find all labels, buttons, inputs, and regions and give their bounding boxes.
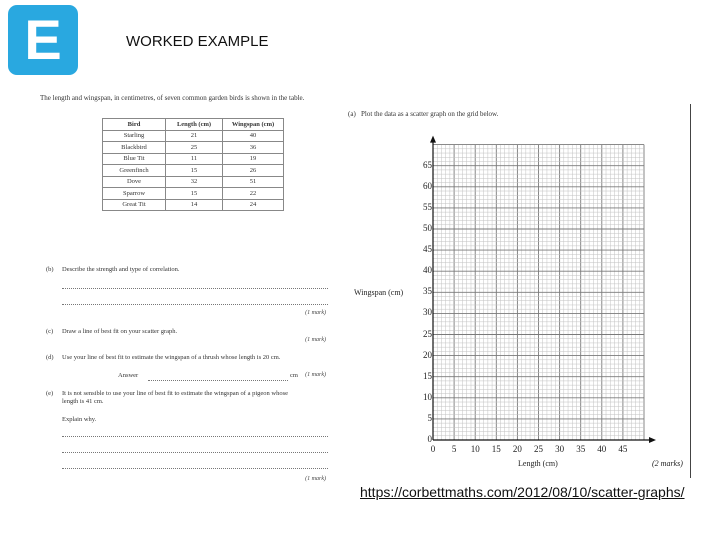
y-tick-label: 55 <box>423 201 432 212</box>
question-d-answer-label: Answer <box>118 372 139 379</box>
cell-length: 15 <box>166 165 223 177</box>
cell-bird: Blue Tit <box>103 153 166 165</box>
question-b-mark: (1 mark) <box>305 310 326 316</box>
y-tick-label: 45 <box>423 244 432 255</box>
x-tick-label: 5 <box>451 444 457 454</box>
cell-length: 21 <box>166 130 223 142</box>
question-d-mark: (1 mark) <box>305 372 326 378</box>
cell-wingspan: 24 <box>223 199 284 211</box>
x-tick-label: 30 <box>555 444 565 454</box>
y-tick-label: 10 <box>423 391 432 402</box>
col-header-wingspan: Wingspan (cm) <box>223 119 284 131</box>
question-e-mark: (1 mark) <box>305 476 326 482</box>
logo-e-badge: E <box>8 5 78 75</box>
y-tick-label: 40 <box>423 265 432 276</box>
cell-length: 25 <box>166 142 223 154</box>
cell-bird: Great Tit <box>103 199 166 211</box>
x-tick-label: 45 <box>618 444 628 454</box>
y-tick-label: 50 <box>423 223 432 233</box>
y-tick-label: 5 <box>427 412 432 423</box>
question-b-text: Describe the strength and type of correlation. <box>62 266 180 273</box>
y-tick-label: 25 <box>423 328 432 339</box>
question-c-mark: (1 mark) <box>305 337 326 343</box>
x-tick-label: 15 <box>491 444 501 454</box>
question-a-text: Plot the data as a scatter graph on the grid below. <box>361 110 499 118</box>
question-e-label: (e) <box>46 390 54 397</box>
cell-wingspan: 36 <box>223 142 284 154</box>
y-tick-label: 35 <box>423 286 432 297</box>
y-axis-arrow <box>430 136 436 143</box>
question-e-explain: Explain why. <box>62 416 97 423</box>
cell-length: 15 <box>166 188 223 200</box>
divider-line <box>690 104 691 478</box>
question-c-label: (c) <box>46 328 54 335</box>
col-header-length: Length (cm) <box>166 119 223 131</box>
cell-wingspan: 26 <box>223 165 284 177</box>
question-d-text: Use your line of best fit to estimate the wingspan of a thrush whose length is 20 cm. <box>62 354 281 361</box>
question-c-text: Draw a line of best fit on your scatter graph. <box>62 328 178 335</box>
worksheet-intro: The length and wingspan, in centimetres, of seven common garden birds is shown in the table. <box>40 94 305 102</box>
cell-wingspan: 40 <box>223 130 284 142</box>
cell-wingspan: 51 <box>223 176 284 188</box>
y-tick-label: 65 <box>423 159 432 170</box>
question-b-label: (b) <box>46 266 54 273</box>
cell-wingspan: 22 <box>223 188 284 200</box>
page-title: WORKED EXAMPLE <box>126 33 269 50</box>
col-header-bird: Bird <box>103 119 166 131</box>
x-axis-arrow <box>649 437 656 443</box>
x-tick-label: 10 <box>470 444 480 454</box>
x-axis-label: Length (cm) <box>518 459 558 468</box>
cell-bird: Greenfinch <box>103 165 166 177</box>
cell-wingspan: 19 <box>223 153 284 165</box>
x-tick-label: 35 <box>576 444 586 454</box>
question-d-label: (d) <box>46 354 54 361</box>
cell-bird: Dove <box>103 176 166 188</box>
y-tick-label: 0 <box>427 434 432 444</box>
question-d-unit: cm <box>290 372 298 379</box>
cell-bird: Sparrow <box>103 188 166 200</box>
cell-length: 11 <box>166 153 223 165</box>
y-tick-label: 20 <box>423 349 432 360</box>
y-tick-label: 15 <box>423 370 432 381</box>
x-tick-label: 20 <box>512 444 522 454</box>
question-e-text: It is not sensible to use your line of best fit to estimate the wingspan of a pigeon whose length is 41 cm. <box>62 390 289 405</box>
question-a-label: (a) <box>348 110 356 118</box>
cell-bird: Blackbird <box>103 142 166 154</box>
source-link[interactable]: https://corbettmaths.com/2012/08/10/scatter-graphs/ <box>360 484 685 500</box>
x-tick-label: 25 <box>534 444 543 454</box>
y-tick-label: 30 <box>423 307 432 318</box>
cell-bird: Starling <box>103 130 166 142</box>
x-tick-label: 40 <box>597 444 607 454</box>
x-tick-label: 0 <box>430 444 436 454</box>
y-axis-label: Wingspan (cm) <box>354 288 404 297</box>
graph-marks: (2 marks) <box>652 459 683 468</box>
cell-length: 32 <box>166 176 223 188</box>
cell-length: 14 <box>166 199 223 211</box>
y-tick-label: 60 <box>423 180 432 191</box>
